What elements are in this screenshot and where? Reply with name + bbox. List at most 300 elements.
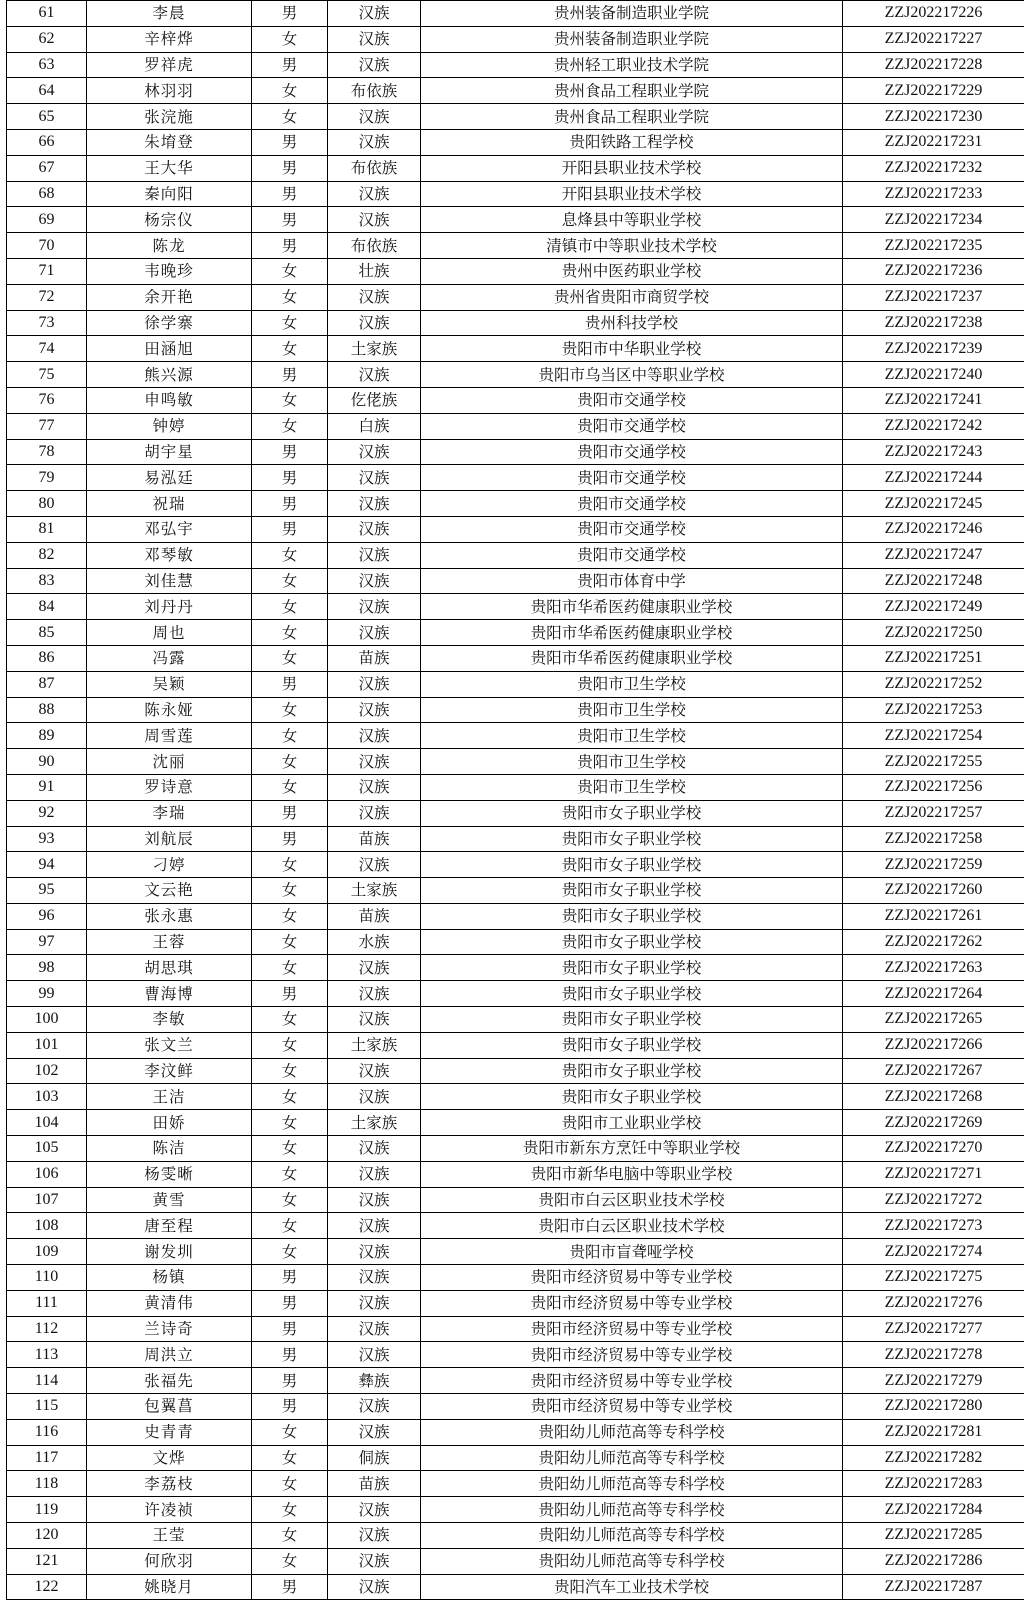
certificate-number: ZZJ202217245 <box>843 491 1024 517</box>
gender: 女 <box>252 26 328 52</box>
certificate-number: ZZJ202217235 <box>843 233 1024 259</box>
ethnicity: 汉族 <box>328 800 421 826</box>
school-name: 贵阳市交通学校 <box>421 516 843 542</box>
ethnicity: 汉族 <box>328 1419 421 1445</box>
row-number: 77 <box>7 413 87 439</box>
school-name: 贵阳市交通学校 <box>421 542 843 568</box>
certificate-number: ZZJ202217231 <box>843 129 1024 155</box>
table-row <box>7 1316 1024 1342</box>
certificate-number: ZZJ202217277 <box>843 1316 1024 1342</box>
school-name: 贵阳市卫生学校 <box>421 749 843 775</box>
certificate-number: ZZJ202217249 <box>843 594 1024 620</box>
ethnicity: 汉族 <box>328 362 421 388</box>
school-name: 贵阳市卫生学校 <box>421 671 843 697</box>
school-name: 贵州轻工职业技术学院 <box>421 52 843 78</box>
row-number: 83 <box>7 568 87 594</box>
ethnicity: 汉族 <box>328 620 421 646</box>
school-name: 贵阳市经济贸易中等专业学校 <box>421 1290 843 1316</box>
certificate-number: ZZJ202217283 <box>843 1471 1024 1497</box>
row-number: 100 <box>7 1007 87 1033</box>
certificate-number: ZZJ202217269 <box>843 1110 1024 1136</box>
row-number: 99 <box>7 981 87 1007</box>
student-name: 申鸣敏 <box>87 387 252 413</box>
gender: 女 <box>252 1084 328 1110</box>
row-number: 118 <box>7 1471 87 1497</box>
ethnicity: 汉族 <box>328 852 421 878</box>
student-name: 罗祥虎 <box>87 52 252 78</box>
certificate-number: ZZJ202217263 <box>843 955 1024 981</box>
row-number: 114 <box>7 1368 87 1394</box>
ethnicity: 汉族 <box>328 516 421 542</box>
row-number: 74 <box>7 336 87 362</box>
school-name: 贵阳市白云区职业技术学校 <box>421 1187 843 1213</box>
school-name: 贵阳市女子职业学校 <box>421 878 843 904</box>
student-name: 祝瑞 <box>87 491 252 517</box>
certificate-number: ZZJ202217261 <box>843 903 1024 929</box>
certificate-number: ZZJ202217228 <box>843 52 1024 78</box>
table-row <box>7 903 1024 929</box>
table-row <box>7 1574 1024 1600</box>
school-name: 贵阳市经济贸易中等专业学校 <box>421 1368 843 1394</box>
school-name: 贵阳市女子职业学校 <box>421 929 843 955</box>
row-number: 98 <box>7 955 87 981</box>
table-row <box>7 1368 1024 1394</box>
school-name: 贵州省贵阳市商贸学校 <box>421 284 843 310</box>
student-name: 何欣羽 <box>87 1548 252 1574</box>
table-row <box>7 1497 1024 1523</box>
ethnicity: 汉族 <box>328 723 421 749</box>
table-row <box>7 723 1024 749</box>
gender: 男 <box>252 800 328 826</box>
ethnicity: 苗族 <box>328 903 421 929</box>
school-name: 贵阳市乌当区中等职业学校 <box>421 362 843 388</box>
certificate-number: ZZJ202217250 <box>843 620 1024 646</box>
row-number: 75 <box>7 362 87 388</box>
student-name: 罗诗意 <box>87 774 252 800</box>
gender: 女 <box>252 852 328 878</box>
student-name: 邓弘宇 <box>87 516 252 542</box>
certificate-number: ZZJ202217280 <box>843 1394 1024 1420</box>
student-name: 胡宇星 <box>87 439 252 465</box>
gender: 男 <box>252 491 328 517</box>
table-row <box>7 1058 1024 1084</box>
certificate-number: ZZJ202217254 <box>843 723 1024 749</box>
student-name: 熊兴源 <box>87 362 252 388</box>
school-name: 贵阳市卫生学校 <box>421 774 843 800</box>
certificate-number: ZZJ202217278 <box>843 1342 1024 1368</box>
student-name: 兰诗奇 <box>87 1316 252 1342</box>
certificate-number: ZZJ202217267 <box>843 1058 1024 1084</box>
table-body <box>7 1 1024 1600</box>
ethnicity: 汉族 <box>328 284 421 310</box>
ethnicity: 汉族 <box>328 1213 421 1239</box>
ethnicity: 汉族 <box>328 749 421 775</box>
row-number: 115 <box>7 1394 87 1420</box>
gender: 女 <box>252 620 328 646</box>
school-name: 贵阳市女子职业学校 <box>421 852 843 878</box>
certificate-number: ZZJ202217226 <box>843 1 1024 27</box>
ethnicity: 土家族 <box>328 336 421 362</box>
student-name: 刘航辰 <box>87 826 252 852</box>
gender: 男 <box>252 1265 328 1291</box>
school-name: 贵阳市经济贸易中等专业学校 <box>421 1316 843 1342</box>
ethnicity: 汉族 <box>328 1265 421 1291</box>
row-number: 104 <box>7 1110 87 1136</box>
student-name: 辛梓烨 <box>87 26 252 52</box>
certificate-number: ZZJ202217252 <box>843 671 1024 697</box>
gender: 男 <box>252 516 328 542</box>
table-row <box>7 826 1024 852</box>
ethnicity: 汉族 <box>328 697 421 723</box>
certificate-number: ZZJ202217262 <box>843 929 1024 955</box>
award-list-table <box>6 0 1024 1600</box>
table-row <box>7 852 1024 878</box>
ethnicity: 汉族 <box>328 129 421 155</box>
certificate-number: ZZJ202217270 <box>843 1136 1024 1162</box>
school-name: 贵阳市盲聋哑学校 <box>421 1239 843 1265</box>
student-name: 李敏 <box>87 1007 252 1033</box>
gender: 女 <box>252 903 328 929</box>
school-name: 贵阳市卫生学校 <box>421 697 843 723</box>
gender: 女 <box>252 1110 328 1136</box>
student-name: 徐学寨 <box>87 310 252 336</box>
school-name: 贵阳幼儿师范高等专科学校 <box>421 1548 843 1574</box>
gender: 女 <box>252 78 328 104</box>
table-row <box>7 620 1024 646</box>
student-name: 包翼菖 <box>87 1394 252 1420</box>
certificate-number: ZZJ202217230 <box>843 104 1024 130</box>
gender: 女 <box>252 568 328 594</box>
gender: 女 <box>252 697 328 723</box>
school-name: 贵阳市女子职业学校 <box>421 981 843 1007</box>
student-name: 张福先 <box>87 1368 252 1394</box>
row-number: 85 <box>7 620 87 646</box>
ethnicity: 汉族 <box>328 1574 421 1600</box>
student-name: 刘丹丹 <box>87 594 252 620</box>
student-name: 张浣施 <box>87 104 252 130</box>
ethnicity: 汉族 <box>328 568 421 594</box>
table-row <box>7 749 1024 775</box>
school-name: 贵阳市经济贸易中等专业学校 <box>421 1265 843 1291</box>
ethnicity: 汉族 <box>328 1342 421 1368</box>
row-number: 112 <box>7 1316 87 1342</box>
school-name: 贵阳铁路工程学校 <box>421 129 843 155</box>
gender: 女 <box>252 594 328 620</box>
table-row <box>7 981 1024 1007</box>
gender: 女 <box>252 104 328 130</box>
school-name: 贵阳市新东方烹饪中等职业学校 <box>421 1136 843 1162</box>
student-name: 姚晓月 <box>87 1574 252 1600</box>
student-name: 杨镇 <box>87 1265 252 1291</box>
ethnicity: 汉族 <box>328 1058 421 1084</box>
school-name: 贵阳市白云区职业技术学校 <box>421 1213 843 1239</box>
certificate-number: ZZJ202217258 <box>843 826 1024 852</box>
school-name: 贵阳市中华职业学校 <box>421 336 843 362</box>
row-number: 65 <box>7 104 87 130</box>
certificate-number: ZZJ202217268 <box>843 1084 1024 1110</box>
gender: 女 <box>252 1136 328 1162</box>
certificate-number: ZZJ202217242 <box>843 413 1024 439</box>
school-name: 贵阳市女子职业学校 <box>421 1007 843 1033</box>
table-row <box>7 1084 1024 1110</box>
student-name: 李荔枝 <box>87 1471 252 1497</box>
ethnicity: 苗族 <box>328 1471 421 1497</box>
school-name: 贵阳市交通学校 <box>421 439 843 465</box>
gender: 女 <box>252 336 328 362</box>
student-name: 杨雯晰 <box>87 1161 252 1187</box>
school-name: 贵阳市体育中学 <box>421 568 843 594</box>
row-number: 102 <box>7 1058 87 1084</box>
table-row <box>7 258 1024 284</box>
row-number: 120 <box>7 1523 87 1549</box>
row-number: 116 <box>7 1419 87 1445</box>
row-number: 78 <box>7 439 87 465</box>
certificate-number: ZZJ202217274 <box>843 1239 1024 1265</box>
gender: 男 <box>252 439 328 465</box>
school-name: 贵阳市女子职业学校 <box>421 826 843 852</box>
row-number: 101 <box>7 1032 87 1058</box>
student-name: 胡思琪 <box>87 955 252 981</box>
table-row <box>7 207 1024 233</box>
table-row <box>7 1342 1024 1368</box>
certificate-number: ZZJ202217266 <box>843 1032 1024 1058</box>
certificate-number: ZZJ202217237 <box>843 284 1024 310</box>
gender: 男 <box>252 1 328 27</box>
ethnicity: 汉族 <box>328 207 421 233</box>
gender: 女 <box>252 1058 328 1084</box>
row-number: 93 <box>7 826 87 852</box>
table-row <box>7 800 1024 826</box>
ethnicity: 汉族 <box>328 542 421 568</box>
certificate-number: ZZJ202217273 <box>843 1213 1024 1239</box>
school-name: 贵州中医药职业学校 <box>421 258 843 284</box>
school-name: 贵州装备制造职业学院 <box>421 1 843 27</box>
ethnicity: 汉族 <box>328 1084 421 1110</box>
certificate-number: ZZJ202217244 <box>843 465 1024 491</box>
row-number: 61 <box>7 1 87 27</box>
row-number: 63 <box>7 52 87 78</box>
student-name: 刁婷 <box>87 852 252 878</box>
table-row <box>7 465 1024 491</box>
gender: 男 <box>252 671 328 697</box>
gender: 女 <box>252 878 328 904</box>
gender: 男 <box>252 1290 328 1316</box>
table-row <box>7 1213 1024 1239</box>
student-name: 张文兰 <box>87 1032 252 1058</box>
gender: 男 <box>252 1342 328 1368</box>
table-row <box>7 955 1024 981</box>
certificate-number: ZZJ202217271 <box>843 1161 1024 1187</box>
gender: 女 <box>252 310 328 336</box>
ethnicity: 土家族 <box>328 1110 421 1136</box>
row-number: 86 <box>7 645 87 671</box>
table-row <box>7 1007 1024 1033</box>
row-number: 71 <box>7 258 87 284</box>
student-name: 沈丽 <box>87 749 252 775</box>
school-name: 贵阳市经济贸易中等专业学校 <box>421 1342 843 1368</box>
gender: 女 <box>252 1523 328 1549</box>
student-name: 陈龙 <box>87 233 252 259</box>
row-number: 106 <box>7 1161 87 1187</box>
certificate-number: ZZJ202217243 <box>843 439 1024 465</box>
gender: 女 <box>252 387 328 413</box>
student-name: 林羽羽 <box>87 78 252 104</box>
row-number: 107 <box>7 1187 87 1213</box>
school-name: 贵州食品工程职业学院 <box>421 78 843 104</box>
certificate-number: ZZJ202217255 <box>843 749 1024 775</box>
school-name: 贵阳市交通学校 <box>421 491 843 517</box>
ethnicity: 汉族 <box>328 52 421 78</box>
ethnicity: 汉族 <box>328 1007 421 1033</box>
ethnicity: 汉族 <box>328 310 421 336</box>
certificate-number: ZZJ202217227 <box>843 26 1024 52</box>
gender: 男 <box>252 207 328 233</box>
school-name: 贵阳市女子职业学校 <box>421 955 843 981</box>
ethnicity: 苗族 <box>328 645 421 671</box>
certificate-number: ZZJ202217287 <box>843 1574 1024 1600</box>
table-row <box>7 929 1024 955</box>
certificate-number: ZZJ202217239 <box>843 336 1024 362</box>
row-number: 108 <box>7 1213 87 1239</box>
gender: 女 <box>252 258 328 284</box>
certificate-number: ZZJ202217229 <box>843 78 1024 104</box>
student-name: 余开艳 <box>87 284 252 310</box>
ethnicity: 汉族 <box>328 1523 421 1549</box>
student-name: 田涵旭 <box>87 336 252 362</box>
ethnicity: 仡佬族 <box>328 387 421 413</box>
student-name: 韦晚珍 <box>87 258 252 284</box>
ethnicity: 土家族 <box>328 1032 421 1058</box>
table-row <box>7 1290 1024 1316</box>
ethnicity: 水族 <box>328 929 421 955</box>
row-number: 110 <box>7 1265 87 1291</box>
ethnicity: 汉族 <box>328 1548 421 1574</box>
gender: 女 <box>252 1032 328 1058</box>
row-number: 72 <box>7 284 87 310</box>
school-name: 贵阳市交通学校 <box>421 413 843 439</box>
row-number: 94 <box>7 852 87 878</box>
student-name: 史青青 <box>87 1419 252 1445</box>
gender: 女 <box>252 955 328 981</box>
table-row <box>7 1471 1024 1497</box>
ethnicity: 布依族 <box>328 155 421 181</box>
gender: 女 <box>252 774 328 800</box>
row-number: 80 <box>7 491 87 517</box>
certificate-number: ZZJ202217256 <box>843 774 1024 800</box>
row-number: 121 <box>7 1548 87 1574</box>
student-name: 周也 <box>87 620 252 646</box>
student-name: 张永惠 <box>87 903 252 929</box>
row-number: 96 <box>7 903 87 929</box>
row-number: 119 <box>7 1497 87 1523</box>
certificate-number: ZZJ202217282 <box>843 1445 1024 1471</box>
school-name: 贵阳市经济贸易中等专业学校 <box>421 1394 843 1420</box>
gender: 男 <box>252 1574 328 1600</box>
table-row <box>7 104 1024 130</box>
gender: 女 <box>252 1213 328 1239</box>
student-name: 陈洁 <box>87 1136 252 1162</box>
row-number: 62 <box>7 26 87 52</box>
school-name: 贵阳市华希医药健康职业学校 <box>421 645 843 671</box>
gender: 男 <box>252 981 328 1007</box>
gender: 女 <box>252 645 328 671</box>
certificate-number: ZZJ202217285 <box>843 1523 1024 1549</box>
ethnicity: 汉族 <box>328 1 421 27</box>
table-row <box>7 774 1024 800</box>
gender: 女 <box>252 1007 328 1033</box>
certificate-number: ZZJ202217232 <box>843 155 1024 181</box>
row-number: 117 <box>7 1445 87 1471</box>
table-row <box>7 284 1024 310</box>
school-name: 贵阳市女子职业学校 <box>421 1032 843 1058</box>
gender: 女 <box>252 1161 328 1187</box>
certificate-number: ZZJ202217246 <box>843 516 1024 542</box>
row-number: 66 <box>7 129 87 155</box>
table-row <box>7 26 1024 52</box>
student-name: 王洁 <box>87 1084 252 1110</box>
row-number: 84 <box>7 594 87 620</box>
gender: 女 <box>252 749 328 775</box>
ethnicity: 汉族 <box>328 465 421 491</box>
row-number: 64 <box>7 78 87 104</box>
student-name: 周雪莲 <box>87 723 252 749</box>
certificate-number: ZZJ202217260 <box>843 878 1024 904</box>
student-name: 陈永娅 <box>87 697 252 723</box>
ethnicity: 汉族 <box>328 439 421 465</box>
row-number: 88 <box>7 697 87 723</box>
ethnicity: 汉族 <box>328 671 421 697</box>
certificate-number: ZZJ202217281 <box>843 1419 1024 1445</box>
student-name: 吴颖 <box>87 671 252 697</box>
table-row <box>7 542 1024 568</box>
school-name: 贵阳市工业职业学校 <box>421 1110 843 1136</box>
row-number: 95 <box>7 878 87 904</box>
student-name: 李晨 <box>87 1 252 27</box>
ethnicity: 白族 <box>328 413 421 439</box>
gender: 男 <box>252 1368 328 1394</box>
certificate-number: ZZJ202217233 <box>843 181 1024 207</box>
gender: 女 <box>252 1548 328 1574</box>
certificate-number: ZZJ202217275 <box>843 1265 1024 1291</box>
table-row <box>7 568 1024 594</box>
table-row <box>7 645 1024 671</box>
student-name: 李瑞 <box>87 800 252 826</box>
table-row <box>7 155 1024 181</box>
table-row <box>7 594 1024 620</box>
table-row <box>7 516 1024 542</box>
gender: 女 <box>252 1419 328 1445</box>
table-row <box>7 1136 1024 1162</box>
school-name: 息烽县中等职业学校 <box>421 207 843 233</box>
school-name: 贵阳市卫生学校 <box>421 723 843 749</box>
school-name: 贵阳市女子职业学校 <box>421 1084 843 1110</box>
student-name: 周洪立 <box>87 1342 252 1368</box>
certificate-number: ZZJ202217272 <box>843 1187 1024 1213</box>
school-name: 贵阳市女子职业学校 <box>421 800 843 826</box>
certificate-number: ZZJ202217265 <box>843 1007 1024 1033</box>
certificate-number: ZZJ202217276 <box>843 1290 1024 1316</box>
row-number: 82 <box>7 542 87 568</box>
student-name: 文烨 <box>87 1445 252 1471</box>
ethnicity: 土家族 <box>328 878 421 904</box>
row-number: 90 <box>7 749 87 775</box>
student-name: 唐至程 <box>87 1213 252 1239</box>
gender: 女 <box>252 929 328 955</box>
ethnicity: 汉族 <box>328 26 421 52</box>
certificate-number: ZZJ202217286 <box>843 1548 1024 1574</box>
school-name: 贵阳幼儿师范高等专科学校 <box>421 1523 843 1549</box>
student-name: 谢发圳 <box>87 1239 252 1265</box>
